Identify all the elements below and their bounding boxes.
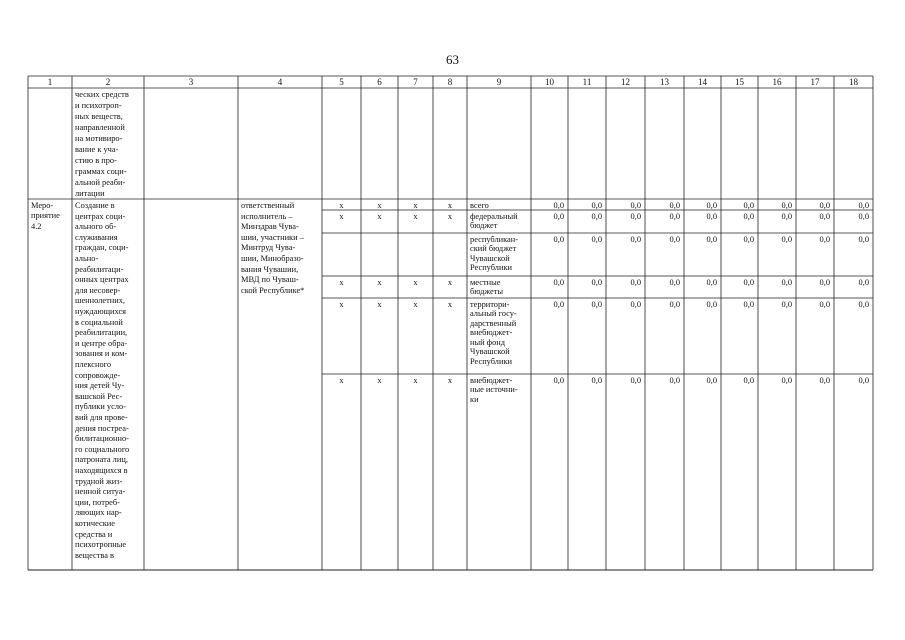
amount-cell: 0,0 bbox=[858, 299, 869, 309]
amount-cell: 0,0 bbox=[819, 277, 830, 287]
code-marker: x bbox=[377, 200, 382, 210]
executor-line: исполнитель – bbox=[241, 211, 293, 221]
carry-over-line: граммах соци- bbox=[75, 167, 127, 176]
code-marker: x bbox=[339, 200, 344, 210]
funding-source-line: республикан- bbox=[470, 234, 519, 244]
code-marker: x bbox=[413, 299, 418, 309]
amount-cell: 0,0 bbox=[706, 200, 717, 210]
description-line: служивания bbox=[75, 232, 118, 242]
funding-source-line: Республики bbox=[470, 263, 513, 272]
description-line: ции, потреб- bbox=[75, 497, 120, 507]
amount-cell: 0,0 bbox=[706, 299, 717, 309]
amount-cell: 0,0 bbox=[706, 211, 717, 221]
amount-cell: 0,0 bbox=[781, 375, 792, 385]
funding-source-line: территори- bbox=[470, 299, 510, 309]
funding-source-line: ные источни- bbox=[470, 385, 518, 394]
description-line: онных центрах bbox=[75, 275, 129, 285]
amount-cell: 0,0 bbox=[743, 375, 754, 385]
amount-cell: 0,0 bbox=[669, 234, 680, 244]
description-line: граждан, соци- bbox=[75, 243, 129, 253]
carry-over-line: ных веществ, bbox=[75, 112, 123, 121]
funding-source-line: местные bbox=[470, 277, 501, 287]
executor-line: Минздрав Чува- bbox=[241, 222, 299, 232]
amount-cell: 0,0 bbox=[553, 200, 564, 210]
code-marker: x bbox=[339, 375, 344, 385]
amount-cell: 0,0 bbox=[553, 211, 564, 221]
amount-cell: 0,0 bbox=[630, 200, 641, 210]
amount-cell: 0,0 bbox=[591, 277, 602, 287]
column-header-17: 17 bbox=[810, 77, 820, 87]
amount-cell: 0,0 bbox=[591, 375, 602, 385]
column-header-2: 2 bbox=[105, 77, 111, 87]
code-marker: x bbox=[413, 375, 418, 385]
description-line: нуждающихся bbox=[75, 307, 127, 316]
carry-over-line: на мотивиро- bbox=[75, 134, 123, 143]
funding-source-line: ки bbox=[470, 394, 479, 404]
amount-cell: 0,0 bbox=[553, 234, 564, 244]
amount-cell: 0,0 bbox=[781, 211, 792, 221]
executor-line: вания Чувашии, bbox=[241, 264, 299, 274]
code-marker: x bbox=[339, 299, 344, 309]
funding-source-line: Чувашской bbox=[470, 347, 510, 356]
description-line: реабилитаци- bbox=[75, 264, 124, 274]
carry-over-line: литации bbox=[75, 189, 105, 198]
code-marker: x bbox=[377, 277, 382, 287]
amount-cell: 0,0 bbox=[858, 375, 869, 385]
amount-cell: 0,0 bbox=[669, 375, 680, 385]
funding-source-line: дарственный bbox=[470, 318, 517, 328]
column-header-16: 16 bbox=[772, 77, 782, 87]
description-line: реабилитации, bbox=[75, 328, 128, 338]
code-marker: x bbox=[339, 277, 344, 287]
code-marker: x bbox=[447, 277, 453, 287]
amount-cell: 0,0 bbox=[591, 234, 602, 244]
amount-cell: 0,0 bbox=[669, 211, 680, 221]
amount-cell: 0,0 bbox=[819, 211, 830, 221]
carry-over-line: ческих средств bbox=[75, 90, 129, 99]
funding-source-line: ный фонд bbox=[470, 337, 506, 347]
amount-cell: 0,0 bbox=[819, 234, 830, 244]
column-header-12: 12 bbox=[621, 77, 630, 87]
code-marker: x bbox=[377, 375, 382, 385]
description-line: находящихся в bbox=[75, 466, 128, 475]
measure-label-line: приятие bbox=[31, 211, 60, 221]
description-line: для несовер- bbox=[75, 285, 121, 295]
amount-cell: 0,0 bbox=[819, 375, 830, 385]
description-line: сопровожде- bbox=[75, 370, 121, 380]
description-line: центрах соци- bbox=[75, 211, 126, 221]
code-marker: x bbox=[447, 200, 453, 210]
code-marker: x bbox=[447, 299, 453, 309]
column-header-13: 13 bbox=[660, 77, 669, 87]
funding-source-line: внебюджет- bbox=[470, 328, 513, 337]
amount-cell: 0,0 bbox=[630, 234, 641, 244]
column-header-14: 14 bbox=[698, 77, 707, 87]
funding-source-line: Республики bbox=[470, 356, 513, 366]
description-line: вий для прове- bbox=[75, 413, 128, 422]
amount-cell: 0,0 bbox=[743, 211, 754, 221]
amount-cell: 0,0 bbox=[706, 234, 717, 244]
code-marker: x bbox=[447, 211, 453, 221]
code-marker: x bbox=[413, 200, 418, 210]
carry-over-line: вание к уча- bbox=[75, 145, 119, 154]
amount-cell: 0,0 bbox=[781, 234, 792, 244]
amount-cell: 0,0 bbox=[743, 277, 754, 287]
carry-over-line: направленной bbox=[75, 123, 125, 132]
code-marker: x bbox=[339, 211, 344, 221]
funding-source-line: альный госу- bbox=[470, 309, 517, 318]
amount-cell: 0,0 bbox=[858, 234, 869, 244]
column-header-18: 18 bbox=[849, 77, 858, 87]
column-header-15: 15 bbox=[735, 77, 744, 87]
amount-cell: 0,0 bbox=[743, 200, 754, 210]
code-marker: x bbox=[413, 211, 418, 221]
description-line: вашской Рес- bbox=[75, 391, 123, 401]
description-line: ненной ситуа- bbox=[75, 487, 126, 497]
executor-line: МВД по Чуваш- bbox=[241, 275, 299, 285]
description-line: психотропные bbox=[75, 540, 127, 550]
description-line: в социальной bbox=[75, 317, 123, 327]
amount-cell: 0,0 bbox=[630, 277, 641, 287]
description-line: билитационно- bbox=[75, 434, 129, 444]
measure-label-line: Меро- bbox=[31, 201, 54, 210]
column-header-1: 1 bbox=[47, 77, 53, 87]
description-line: трудной жиз- bbox=[75, 476, 123, 486]
code-marker: x bbox=[447, 375, 453, 385]
amount-cell: 0,0 bbox=[819, 299, 830, 309]
funding-source-line: внебюджет- bbox=[470, 375, 513, 385]
description-line: ляющих нар- bbox=[75, 508, 122, 518]
funding-source-line: всего bbox=[470, 200, 489, 210]
description-line: и центре обра- bbox=[75, 338, 128, 348]
description-line: ально- bbox=[75, 254, 99, 263]
executor-line: Минтруд Чува- bbox=[241, 243, 296, 253]
funding-source-line: бюджет bbox=[470, 221, 498, 230]
funding-source-line: бюджеты bbox=[470, 287, 504, 296]
column-header-6: 6 bbox=[377, 77, 382, 87]
executor-line: шии, участники – bbox=[241, 232, 304, 242]
executor-line: ответственный bbox=[241, 201, 295, 210]
amount-cell: 0,0 bbox=[858, 277, 869, 287]
code-marker: x bbox=[377, 299, 382, 309]
amount-cell: 0,0 bbox=[591, 200, 602, 210]
amount-cell: 0,0 bbox=[743, 234, 754, 244]
column-header-10: 10 bbox=[545, 77, 554, 87]
amount-cell: 0,0 bbox=[630, 211, 641, 221]
amount-cell: 0,0 bbox=[743, 299, 754, 309]
funding-source-line: Чувашской bbox=[470, 253, 510, 263]
description-line: котические bbox=[75, 519, 115, 528]
amount-cell: 0,0 bbox=[781, 277, 792, 287]
column-header-3: 3 bbox=[188, 77, 194, 87]
description-line: шеннолетних, bbox=[75, 296, 126, 306]
carry-over-line: и психотроп- bbox=[75, 101, 122, 110]
amount-cell: 0,0 bbox=[781, 200, 792, 210]
description-line: вещества в bbox=[75, 550, 114, 560]
funding-source-line: федеральный bbox=[470, 211, 518, 221]
amount-cell: 0,0 bbox=[669, 277, 680, 287]
column-header-9: 9 bbox=[496, 77, 502, 87]
carry-over-line: стию в про- bbox=[75, 156, 117, 165]
amount-cell: 0,0 bbox=[669, 200, 680, 210]
amount-cell: 0,0 bbox=[591, 211, 602, 221]
description-line: плексного bbox=[75, 360, 112, 369]
description-line: патроната лиц, bbox=[75, 455, 128, 465]
page-number: 63 bbox=[446, 52, 459, 67]
column-header-7: 7 bbox=[413, 77, 418, 87]
amount-cell: 0,0 bbox=[591, 299, 602, 309]
amount-cell: 0,0 bbox=[858, 200, 869, 210]
amount-cell: 0,0 bbox=[553, 375, 564, 385]
amount-cell: 0,0 bbox=[630, 375, 641, 385]
amount-cell: 0,0 bbox=[553, 299, 564, 309]
executor-line: ской Республике* bbox=[241, 285, 305, 295]
amount-cell: 0,0 bbox=[669, 299, 680, 309]
column-header-5: 5 bbox=[339, 77, 344, 87]
description-line: публики усло- bbox=[75, 402, 126, 412]
description-line: Создание в bbox=[75, 201, 115, 210]
description-line: ального об- bbox=[75, 222, 117, 232]
column-header-4: 4 bbox=[277, 77, 283, 87]
amount-cell: 0,0 bbox=[706, 277, 717, 287]
column-header-8: 8 bbox=[447, 77, 453, 87]
amount-cell: 0,0 bbox=[553, 277, 564, 287]
measure-label-line: 4.2 bbox=[31, 221, 42, 231]
code-marker: x bbox=[413, 277, 418, 287]
description-line: средства и bbox=[75, 529, 113, 539]
carry-over-line: альной реаби- bbox=[75, 178, 126, 187]
description-line: го социального bbox=[75, 444, 130, 454]
executor-line: шии, Минобразо- bbox=[241, 254, 304, 263]
description-line: зования и ком- bbox=[75, 349, 128, 359]
funding-source-line: ский бюджет bbox=[470, 244, 517, 253]
amount-cell: 0,0 bbox=[819, 200, 830, 210]
description-line: дения постреа- bbox=[75, 423, 129, 433]
amount-cell: 0,0 bbox=[630, 299, 641, 309]
description-line: ния детей Чу- bbox=[75, 381, 125, 391]
code-marker: x bbox=[377, 211, 382, 221]
amount-cell: 0,0 bbox=[706, 375, 717, 385]
column-header-11: 11 bbox=[582, 77, 592, 87]
amount-cell: 0,0 bbox=[781, 299, 792, 309]
amount-cell: 0,0 bbox=[858, 211, 869, 221]
